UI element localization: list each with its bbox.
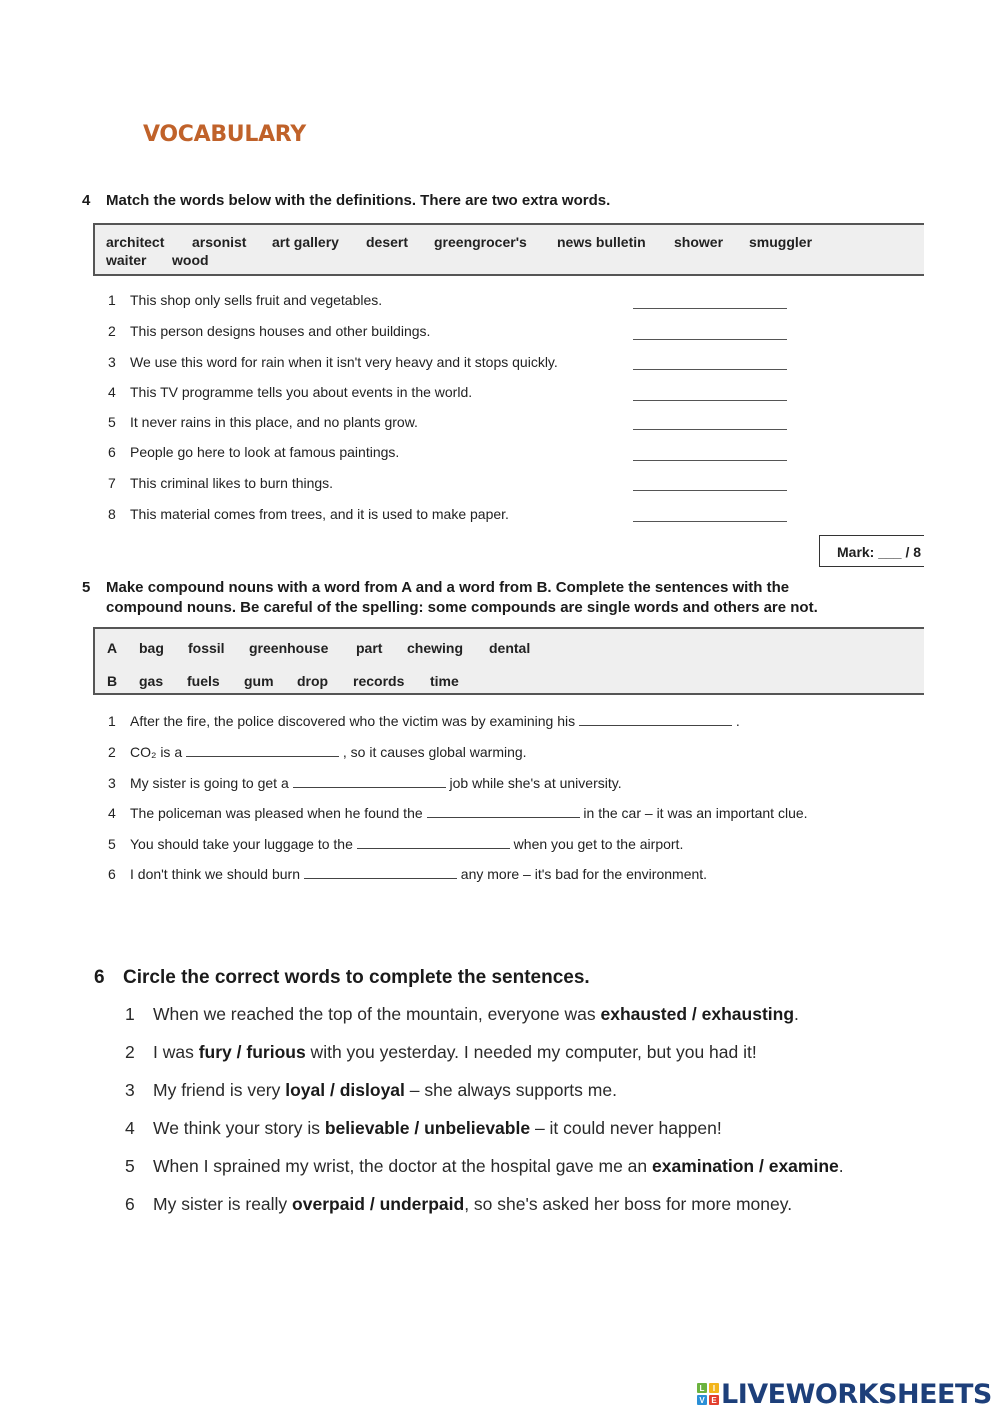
word-bank-item: wood [172,252,209,268]
section-number: 6 [94,967,105,988]
sentence-end: . [735,713,740,729]
answer-blank-2[interactable] [633,339,787,340]
item-text: This material comes from trees, and it is used to make paper. [130,506,509,522]
sentence-end: . [794,1004,799,1024]
section-instruction: Match the words below with the definitions. There are two extra words. [106,192,611,209]
item-number: 2 [108,744,116,760]
row-b-word: time [430,673,459,689]
item-text: This shop only sells fruit and vegetables. [130,292,383,308]
option-1[interactable]: exhausted [600,1004,688,1024]
logo-block-e: E [709,1395,719,1405]
row-a-word: bag [139,640,164,656]
compound-word-box [93,627,924,695]
section-number: 4 [82,192,91,209]
logo-block-l: L [697,1383,707,1393]
answer-blank-8[interactable] [633,521,787,522]
fill-blank[interactable] [304,866,457,879]
sentence-end: in the car – it was an important clue. [583,805,808,821]
item-number: 4 [125,1118,135,1138]
section-5-heading [82,579,789,596]
word-bank-item: smuggler [749,234,813,250]
option-separator: / [409,1118,425,1138]
word-bank-item: shower [674,234,724,250]
row-b-word: records [353,673,405,689]
mark-box: Mark: ___ / 8 [819,535,924,567]
item-number: 2 [108,323,116,339]
item-number: 5 [108,836,116,852]
row-b-label: B [107,673,118,689]
sentence-start: We think your story is [153,1118,325,1138]
logo-text: LIVEWORKSHEETS [721,1378,992,1410]
item-text: This TV programme tells you about events in the world. [130,384,473,400]
item-number: 5 [125,1156,135,1176]
item-number: 2 [125,1042,135,1062]
item-number: 1 [108,292,116,308]
item-text: It never rains in this place, and no plants grow. [130,414,418,430]
row-a-word: dental [489,640,531,656]
item-text: We use this word for rain when it isn't very heavy and it stops quickly. [130,354,558,370]
option-1[interactable]: fury [198,1042,232,1062]
word-bank-item: desert [366,234,409,250]
option-2[interactable]: disloyal [339,1080,405,1100]
option-2[interactable]: unbelievable [424,1118,531,1138]
row-a-word: chewing [407,640,464,656]
option-separator: / [231,1042,247,1062]
option-separator: / [754,1156,769,1176]
option-2[interactable]: furious [246,1042,306,1062]
answer-blank-5[interactable] [633,429,787,430]
row-a-word: part [356,640,383,656]
answer-blank-7[interactable] [633,490,787,491]
word-bank-box [93,223,924,276]
sentence-start: When we reached the top of the mountain, everyone was [153,1004,601,1024]
page-title: VOCABULARY [143,122,306,147]
row-b-word: gas [139,673,164,689]
row-b-word: gum [244,673,274,689]
sentence-end: with you yesterday. I needed my computer, but you had it! [305,1042,757,1062]
item-text: This criminal likes to burn things. [130,475,334,491]
option-1[interactable]: overpaid [292,1194,365,1214]
row-b-word: fuels [187,673,220,689]
sentence-end: when you get to the airport. [513,836,684,852]
option-separator: / [365,1194,380,1214]
row-b-word: drop [297,673,329,689]
sentence-end: – she always supports me. [404,1080,617,1100]
item-number: 1 [108,713,116,729]
option-2[interactable]: exhausting [701,1004,795,1024]
answer-blank-1[interactable] [633,308,787,309]
sentence-start: I don't think we should burn [130,866,301,882]
sentence-end: – it could never happen! [530,1118,722,1138]
fill-blank[interactable] [293,775,446,788]
item-number: 8 [108,506,116,522]
option-2[interactable]: underpaid [379,1194,465,1214]
option-1[interactable]: loyal [285,1080,326,1100]
option-2[interactable]: examine [768,1156,839,1176]
item-text: This person designs houses and other buildings. [130,323,431,339]
fill-blank[interactable] [357,836,510,849]
section-4-heading [82,192,610,209]
answer-blank-3[interactable] [633,369,787,370]
sentence-end: any more – it's bad for the environment. [460,866,708,882]
fill-blank[interactable] [186,744,339,757]
logo-block-v: V [697,1395,707,1405]
item-number: 3 [108,775,116,791]
sentence-start: My sister is really [153,1194,293,1214]
word-bank-item: arsonist [192,234,247,250]
option-separator: / [325,1080,340,1100]
item-text: People go here to look at famous paintings. [130,444,400,460]
fill-blank[interactable] [427,805,580,818]
row-a-label: A [107,640,118,656]
section-instruction: Make compound nouns with a word from A and a word from B. Complete the sentences with the [106,579,790,596]
option-1[interactable]: examination [652,1156,755,1176]
sentence-end: , so it causes global warming. [342,744,527,760]
section-number: 5 [82,579,91,596]
live-blocks-icon [697,1383,719,1405]
sentence-end: . [838,1156,844,1176]
answer-blank-4[interactable] [633,400,787,401]
row-a-word: fossil [188,640,225,656]
sentence-start: CO₂ is a [130,744,183,760]
option-1[interactable]: believable [324,1118,410,1138]
sentence-start: You should take your luggage to the [130,836,353,852]
item-number: 1 [125,1004,135,1024]
word-bank-item: art gallery [272,234,339,250]
sentence-start: The policeman was pleased when he found the [130,805,423,821]
sentence-end: , so she's asked her boss for more money. [464,1194,793,1214]
section-5-heading-line2: compound nouns. Be careful of the spelling: some compounds are single words and others are not. [106,599,818,616]
option-separator: / [687,1004,702,1024]
item-number: 6 [125,1194,135,1214]
fill-blank[interactable] [579,713,732,726]
sentence-start: I was [153,1042,199,1062]
word-bank-item: news bulletin [557,234,646,250]
section-6-heading [94,967,590,989]
word-bank-item: greengrocer's [434,234,527,250]
item-number: 7 [108,475,116,491]
item-number: 6 [108,866,116,882]
sentence-end: job while she's at university. [449,775,622,791]
sentence-start: My friend is very [153,1080,286,1100]
section-instruction: Circle the correct words to complete the sentences. [123,967,590,988]
sentence-start: When I sprained my wrist, the doctor at the hospital gave me an [153,1156,652,1176]
item-number: 3 [108,354,116,370]
item-number: 4 [108,805,116,821]
logo-block-i: I [709,1383,719,1393]
item-number: 5 [108,414,116,430]
item-number: 3 [125,1080,135,1100]
item-number: 4 [108,384,116,400]
sentence-start: After the fire, the police discovered who the victim was by examining his [130,713,576,729]
answer-blank-6[interactable] [633,460,787,461]
sentence-start: My sister is going to get a [130,775,289,791]
liveworksheets-logo [697,1379,992,1409]
word-bank-item: architect [106,234,165,250]
item-number: 6 [108,444,116,460]
row-a-word: greenhouse [249,640,329,656]
word-bank-item: waiter [106,252,147,268]
